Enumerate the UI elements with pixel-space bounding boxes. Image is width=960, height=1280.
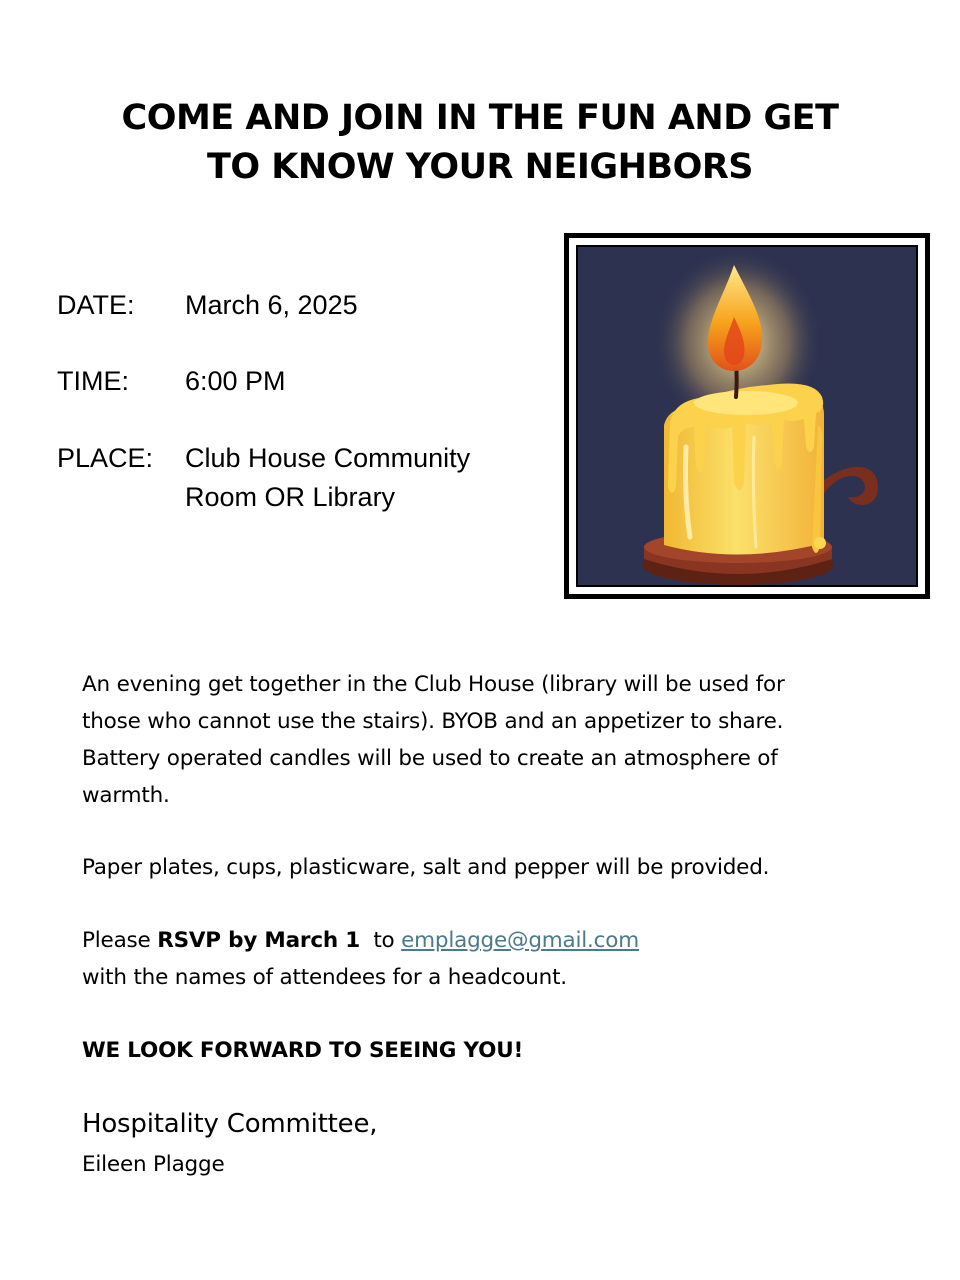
time-value: 6:00 PM [185, 366, 286, 396]
candle-image [576, 245, 918, 587]
description-line-3: Battery operated candles will be used to create an atmosphere of [82, 746, 778, 771]
rsvp-deadline: RSVP by March 1 [157, 928, 361, 953]
description-line-1: An evening get together in the Club House (library will be used for [82, 672, 785, 697]
email-link[interactable]: emplagge@gmail.com [401, 928, 639, 953]
description-line-4: warmth. [82, 783, 170, 808]
title-line-1: COME AND JOIN IN THE FUN AND GET [121, 98, 839, 138]
description-line-2: those who cannot use the stairs). BYOB and an appetizer to share. [82, 709, 784, 734]
provided-text: Paper plates, cups, plasticware, salt and pepper will be provided. [82, 855, 770, 880]
signature-committee: Hospitality Committee, [82, 1109, 378, 1139]
page-title [0, 94, 960, 192]
place-label: PLACE: [57, 443, 154, 473]
place-value-line-2: Room OR Library [185, 482, 396, 512]
title-line-2: TO KNOW YOUR NEIGHBORS [206, 147, 753, 187]
date-value: March 6, 2025 [185, 290, 358, 320]
date-label: DATE: [57, 290, 135, 320]
closing-text: WE LOOK FORWARD TO SEEING YOU! [82, 1038, 524, 1063]
rsvp-to: to [360, 928, 402, 953]
time-label: TIME: [57, 366, 129, 396]
candle-image-frame [564, 233, 930, 599]
rsvp-prefix: Please [82, 928, 158, 953]
signature-name: Eileen Plagge [82, 1152, 225, 1177]
rsvp-line-2: with the names of attendees for a headcount. [82, 965, 567, 990]
rsvp-line-1 [82, 922, 639, 959]
candle-icon [578, 247, 916, 585]
place-value-line-1: Club House Community [185, 443, 471, 473]
